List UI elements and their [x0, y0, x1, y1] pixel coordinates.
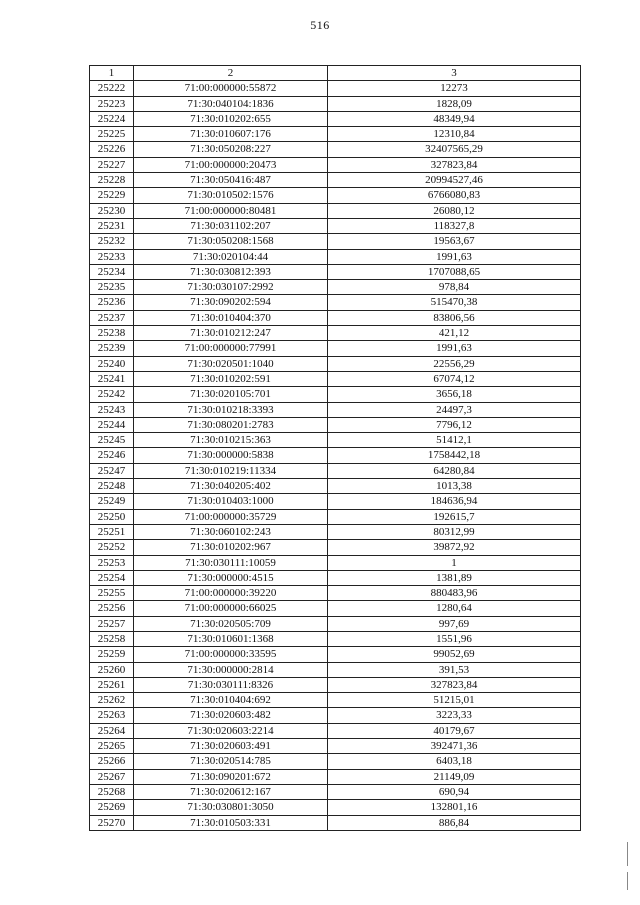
table-row: [90, 463, 581, 478]
cadastral-number-cell: 71:30:020603:2214: [134, 723, 328, 738]
table-row: [90, 708, 581, 723]
table-row: [90, 218, 581, 233]
table-row: [90, 417, 581, 432]
cadastral-number-cell: 71:00:000000:33595: [134, 647, 328, 662]
cadastral-number-cell: 71:30:010202:967: [134, 540, 328, 555]
table-row: [90, 249, 581, 264]
value-cell: 99052,69: [328, 647, 581, 662]
row-number-cell: 25226: [90, 142, 134, 157]
value-cell: 421,12: [328, 326, 581, 341]
cadastral-number-cell: 71:00:000000:80481: [134, 203, 328, 218]
value-cell: 6766080,83: [328, 188, 581, 203]
table-row: [90, 280, 581, 295]
table-row: [90, 540, 581, 555]
cadastral-number-cell: 71:30:010202:591: [134, 371, 328, 386]
row-number-cell: 25242: [90, 387, 134, 402]
value-cell: 19563,67: [328, 234, 581, 249]
row-number-cell: 25262: [90, 693, 134, 708]
row-number-cell: 25259: [90, 647, 134, 662]
row-number-cell: 25229: [90, 188, 134, 203]
row-number-cell: 25253: [90, 555, 134, 570]
table-row: [90, 295, 581, 310]
cadastral-number-cell: 71:30:010607:176: [134, 127, 328, 142]
cadastral-number-cell: 71:30:030111:10059: [134, 555, 328, 570]
table-row: [90, 509, 581, 524]
value-cell: 391,53: [328, 662, 581, 677]
cadastral-number-cell: 71:30:020612:167: [134, 784, 328, 799]
row-number-cell: 25263: [90, 708, 134, 723]
table-row: [90, 356, 581, 371]
table-row: [90, 784, 581, 799]
row-number-cell: 25247: [90, 463, 134, 478]
row-number-cell: 25223: [90, 96, 134, 111]
row-number-cell: 25243: [90, 402, 134, 417]
value-cell: 51412,1: [328, 433, 581, 448]
table-row: [90, 601, 581, 616]
cadastral-number-cell: 71:30:000000:4515: [134, 570, 328, 585]
value-cell: 3223,33: [328, 708, 581, 723]
row-number-cell: 25268: [90, 784, 134, 799]
value-cell: 1707088,65: [328, 264, 581, 279]
value-cell: 132801,16: [328, 800, 581, 815]
table-row: [90, 234, 581, 249]
table-row: [90, 631, 581, 646]
row-number-cell: 25250: [90, 509, 134, 524]
table-row: [90, 326, 581, 341]
cadastral-number-cell: 71:00:000000:39220: [134, 586, 328, 601]
value-cell: 22556,29: [328, 356, 581, 371]
table-row: [90, 173, 581, 188]
value-cell: 392471,36: [328, 739, 581, 754]
cadastral-number-cell: 71:30:020104:44: [134, 249, 328, 264]
value-cell: 118327,8: [328, 218, 581, 233]
table-row: [90, 570, 581, 585]
value-cell: 64280,84: [328, 463, 581, 478]
page-number: 516: [310, 18, 330, 32]
table-row: [90, 524, 581, 539]
row-number-cell: 25266: [90, 754, 134, 769]
value-cell: 880483,96: [328, 586, 581, 601]
value-cell: 80312,99: [328, 524, 581, 539]
table-row: [90, 203, 581, 218]
table-row: [90, 479, 581, 494]
table-row: [90, 616, 581, 631]
column-header-number: 1: [90, 66, 134, 81]
table-row: [90, 677, 581, 692]
value-cell: 12273: [328, 81, 581, 96]
value-cell: 978,84: [328, 280, 581, 295]
table-row: [90, 693, 581, 708]
cadastral-value-table: [89, 65, 581, 831]
row-number-cell: 25245: [90, 433, 134, 448]
cadastral-number-cell: 71:30:040205:402: [134, 479, 328, 494]
table-row: [90, 387, 581, 402]
row-number-cell: 25258: [90, 631, 134, 646]
cadastral-number-cell: 71:30:020105:701: [134, 387, 328, 402]
row-number-cell: 25267: [90, 769, 134, 784]
table-row: [90, 96, 581, 111]
row-number-cell: 25269: [90, 800, 134, 815]
value-cell: 1: [328, 555, 581, 570]
table-row: [90, 402, 581, 417]
row-number-cell: 25241: [90, 371, 134, 386]
cadastral-number-cell: 71:30:020505:709: [134, 616, 328, 631]
cadastral-number-cell: 71:30:030111:8326: [134, 677, 328, 692]
table-row: [90, 739, 581, 754]
row-number-cell: 25230: [90, 203, 134, 218]
row-number-cell: 25234: [90, 264, 134, 279]
cadastral-number-cell: 71:30:010502:1576: [134, 188, 328, 203]
row-number-cell: 25232: [90, 234, 134, 249]
cadastral-number-cell: 71:00:000000:66025: [134, 601, 328, 616]
table-row: [90, 723, 581, 738]
row-number-cell: 25244: [90, 417, 134, 432]
row-number-cell: 25240: [90, 356, 134, 371]
row-number-cell: 25235: [90, 280, 134, 295]
value-cell: 515470,38: [328, 295, 581, 310]
row-number-cell: 25255: [90, 586, 134, 601]
value-cell: 39872,92: [328, 540, 581, 555]
value-cell: 32407565,29: [328, 142, 581, 157]
cadastral-number-cell: 71:30:000000:5838: [134, 448, 328, 463]
table-row: [90, 341, 581, 356]
cadastral-number-cell: 71:30:090201:672: [134, 769, 328, 784]
table-row: [90, 157, 581, 172]
row-number-cell: 25260: [90, 662, 134, 677]
row-number-cell: 25249: [90, 494, 134, 509]
row-number-cell: 25265: [90, 739, 134, 754]
cadastral-number-cell: 71:30:010503:331: [134, 815, 328, 830]
row-number-cell: 25251: [90, 524, 134, 539]
cadastral-number-cell: 71:00:000000:55872: [134, 81, 328, 96]
table-row: [90, 188, 581, 203]
cadastral-number-cell: 71:30:010601:1368: [134, 631, 328, 646]
value-cell: 184636,94: [328, 494, 581, 509]
value-cell: 7796,12: [328, 417, 581, 432]
value-cell: 1280,64: [328, 601, 581, 616]
row-number-cell: 25246: [90, 448, 134, 463]
value-cell: 83806,56: [328, 310, 581, 325]
cadastral-number-cell: 71:30:031102:207: [134, 218, 328, 233]
cadastral-number-cell: 71:30:020501:1040: [134, 356, 328, 371]
value-cell: 6403,18: [328, 754, 581, 769]
value-cell: 24497,3: [328, 402, 581, 417]
value-cell: 21149,09: [328, 769, 581, 784]
cadastral-number-cell: 71:00:000000:77991: [134, 341, 328, 356]
table-body: [90, 81, 581, 831]
value-cell: 51215,01: [328, 693, 581, 708]
value-cell: 1013,38: [328, 479, 581, 494]
value-cell: 20994527,46: [328, 173, 581, 188]
table-row: [90, 662, 581, 677]
value-cell: 1758442,18: [328, 448, 581, 463]
cadastral-number-cell: 71:30:050208:227: [134, 142, 328, 157]
cadastral-number-cell: 71:30:010212:247: [134, 326, 328, 341]
value-cell: 1828,09: [328, 96, 581, 111]
cadastral-number-cell: 71:30:060102:243: [134, 524, 328, 539]
value-cell: 1991,63: [328, 249, 581, 264]
table-row: [90, 448, 581, 463]
table-row: [90, 815, 581, 830]
table-row: [90, 754, 581, 769]
cadastral-number-cell: 71:30:010403:1000: [134, 494, 328, 509]
cadastral-number-cell: 71:30:050208:1568: [134, 234, 328, 249]
table-row: [90, 769, 581, 784]
table-row: [90, 142, 581, 157]
scan-edge-mark: [627, 842, 628, 866]
table-row: [90, 433, 581, 448]
cadastral-number-cell: 71:30:030801:3050: [134, 800, 328, 815]
value-cell: 3656,18: [328, 387, 581, 402]
cadastral-number-cell: 71:30:010404:370: [134, 310, 328, 325]
cadastral-number-cell: 71:30:080201:2783: [134, 417, 328, 432]
cadastral-number-cell: 71:30:010202:655: [134, 111, 328, 126]
cadastral-number-cell: 71:30:010215:363: [134, 433, 328, 448]
value-cell: 327823,84: [328, 157, 581, 172]
row-number-cell: 25228: [90, 173, 134, 188]
table-row: [90, 264, 581, 279]
cadastral-number-cell: 71:30:020603:491: [134, 739, 328, 754]
row-number-cell: 25257: [90, 616, 134, 631]
value-cell: 997,69: [328, 616, 581, 631]
row-number-cell: 25270: [90, 815, 134, 830]
row-number-cell: 25222: [90, 81, 134, 96]
row-number-cell: 25225: [90, 127, 134, 142]
row-number-cell: 25254: [90, 570, 134, 585]
value-cell: 12310,84: [328, 127, 581, 142]
value-cell: 67074,12: [328, 371, 581, 386]
row-number-cell: 25264: [90, 723, 134, 738]
row-number-cell: 25236: [90, 295, 134, 310]
value-cell: 886,84: [328, 815, 581, 830]
table-row: [90, 371, 581, 386]
cadastral-number-cell: 71:30:090202:594: [134, 295, 328, 310]
cadastral-number-cell: 71:30:010219:11334: [134, 463, 328, 478]
cadastral-number-cell: 71:30:030107:2992: [134, 280, 328, 295]
cadastral-number-cell: 71:00:000000:20473: [134, 157, 328, 172]
value-cell: 1381,89: [328, 570, 581, 585]
cadastral-number-cell: 71:30:000000:2814: [134, 662, 328, 677]
value-cell: 192615,7: [328, 509, 581, 524]
cadastral-number-cell: 71:00:000000:35729: [134, 509, 328, 524]
row-number-cell: 25233: [90, 249, 134, 264]
row-number-cell: 25239: [90, 341, 134, 356]
cadastral-number-cell: 71:30:020603:482: [134, 708, 328, 723]
table-row: [90, 494, 581, 509]
value-cell: 327823,84: [328, 677, 581, 692]
value-cell: 40179,67: [328, 723, 581, 738]
row-number-cell: 25238: [90, 326, 134, 341]
cadastral-number-cell: 71:30:020514:785: [134, 754, 328, 769]
table-row: [90, 586, 581, 601]
row-number-cell: 25227: [90, 157, 134, 172]
row-number-cell: 25231: [90, 218, 134, 233]
row-number-cell: 25252: [90, 540, 134, 555]
table-header-row: [90, 66, 581, 81]
row-number-cell: 25224: [90, 111, 134, 126]
table-row: [90, 800, 581, 815]
cadastral-number-cell: 71:30:030812:393: [134, 264, 328, 279]
table-row: [90, 647, 581, 662]
cadastral-number-cell: 71:30:050416:487: [134, 173, 328, 188]
row-number-cell: 25237: [90, 310, 134, 325]
table-row: [90, 127, 581, 142]
table-row: [90, 555, 581, 570]
column-header-cadastral-number: 2: [134, 66, 328, 81]
table-row: [90, 111, 581, 126]
cadastral-number-cell: 71:30:040104:1836: [134, 96, 328, 111]
value-cell: 690,94: [328, 784, 581, 799]
value-cell: 1991,63: [328, 341, 581, 356]
row-number-cell: 25248: [90, 479, 134, 494]
scan-edge-mark: [627, 872, 628, 890]
cadastral-number-cell: 71:30:010218:3393: [134, 402, 328, 417]
table-row: [90, 81, 581, 96]
value-cell: 26080,12: [328, 203, 581, 218]
cadastral-number-cell: 71:30:010404:692: [134, 693, 328, 708]
table-row: [90, 310, 581, 325]
value-cell: 48349,94: [328, 111, 581, 126]
row-number-cell: 25256: [90, 601, 134, 616]
row-number-cell: 25261: [90, 677, 134, 692]
value-cell: 1551,96: [328, 631, 581, 646]
column-header-value: 3: [328, 66, 581, 81]
